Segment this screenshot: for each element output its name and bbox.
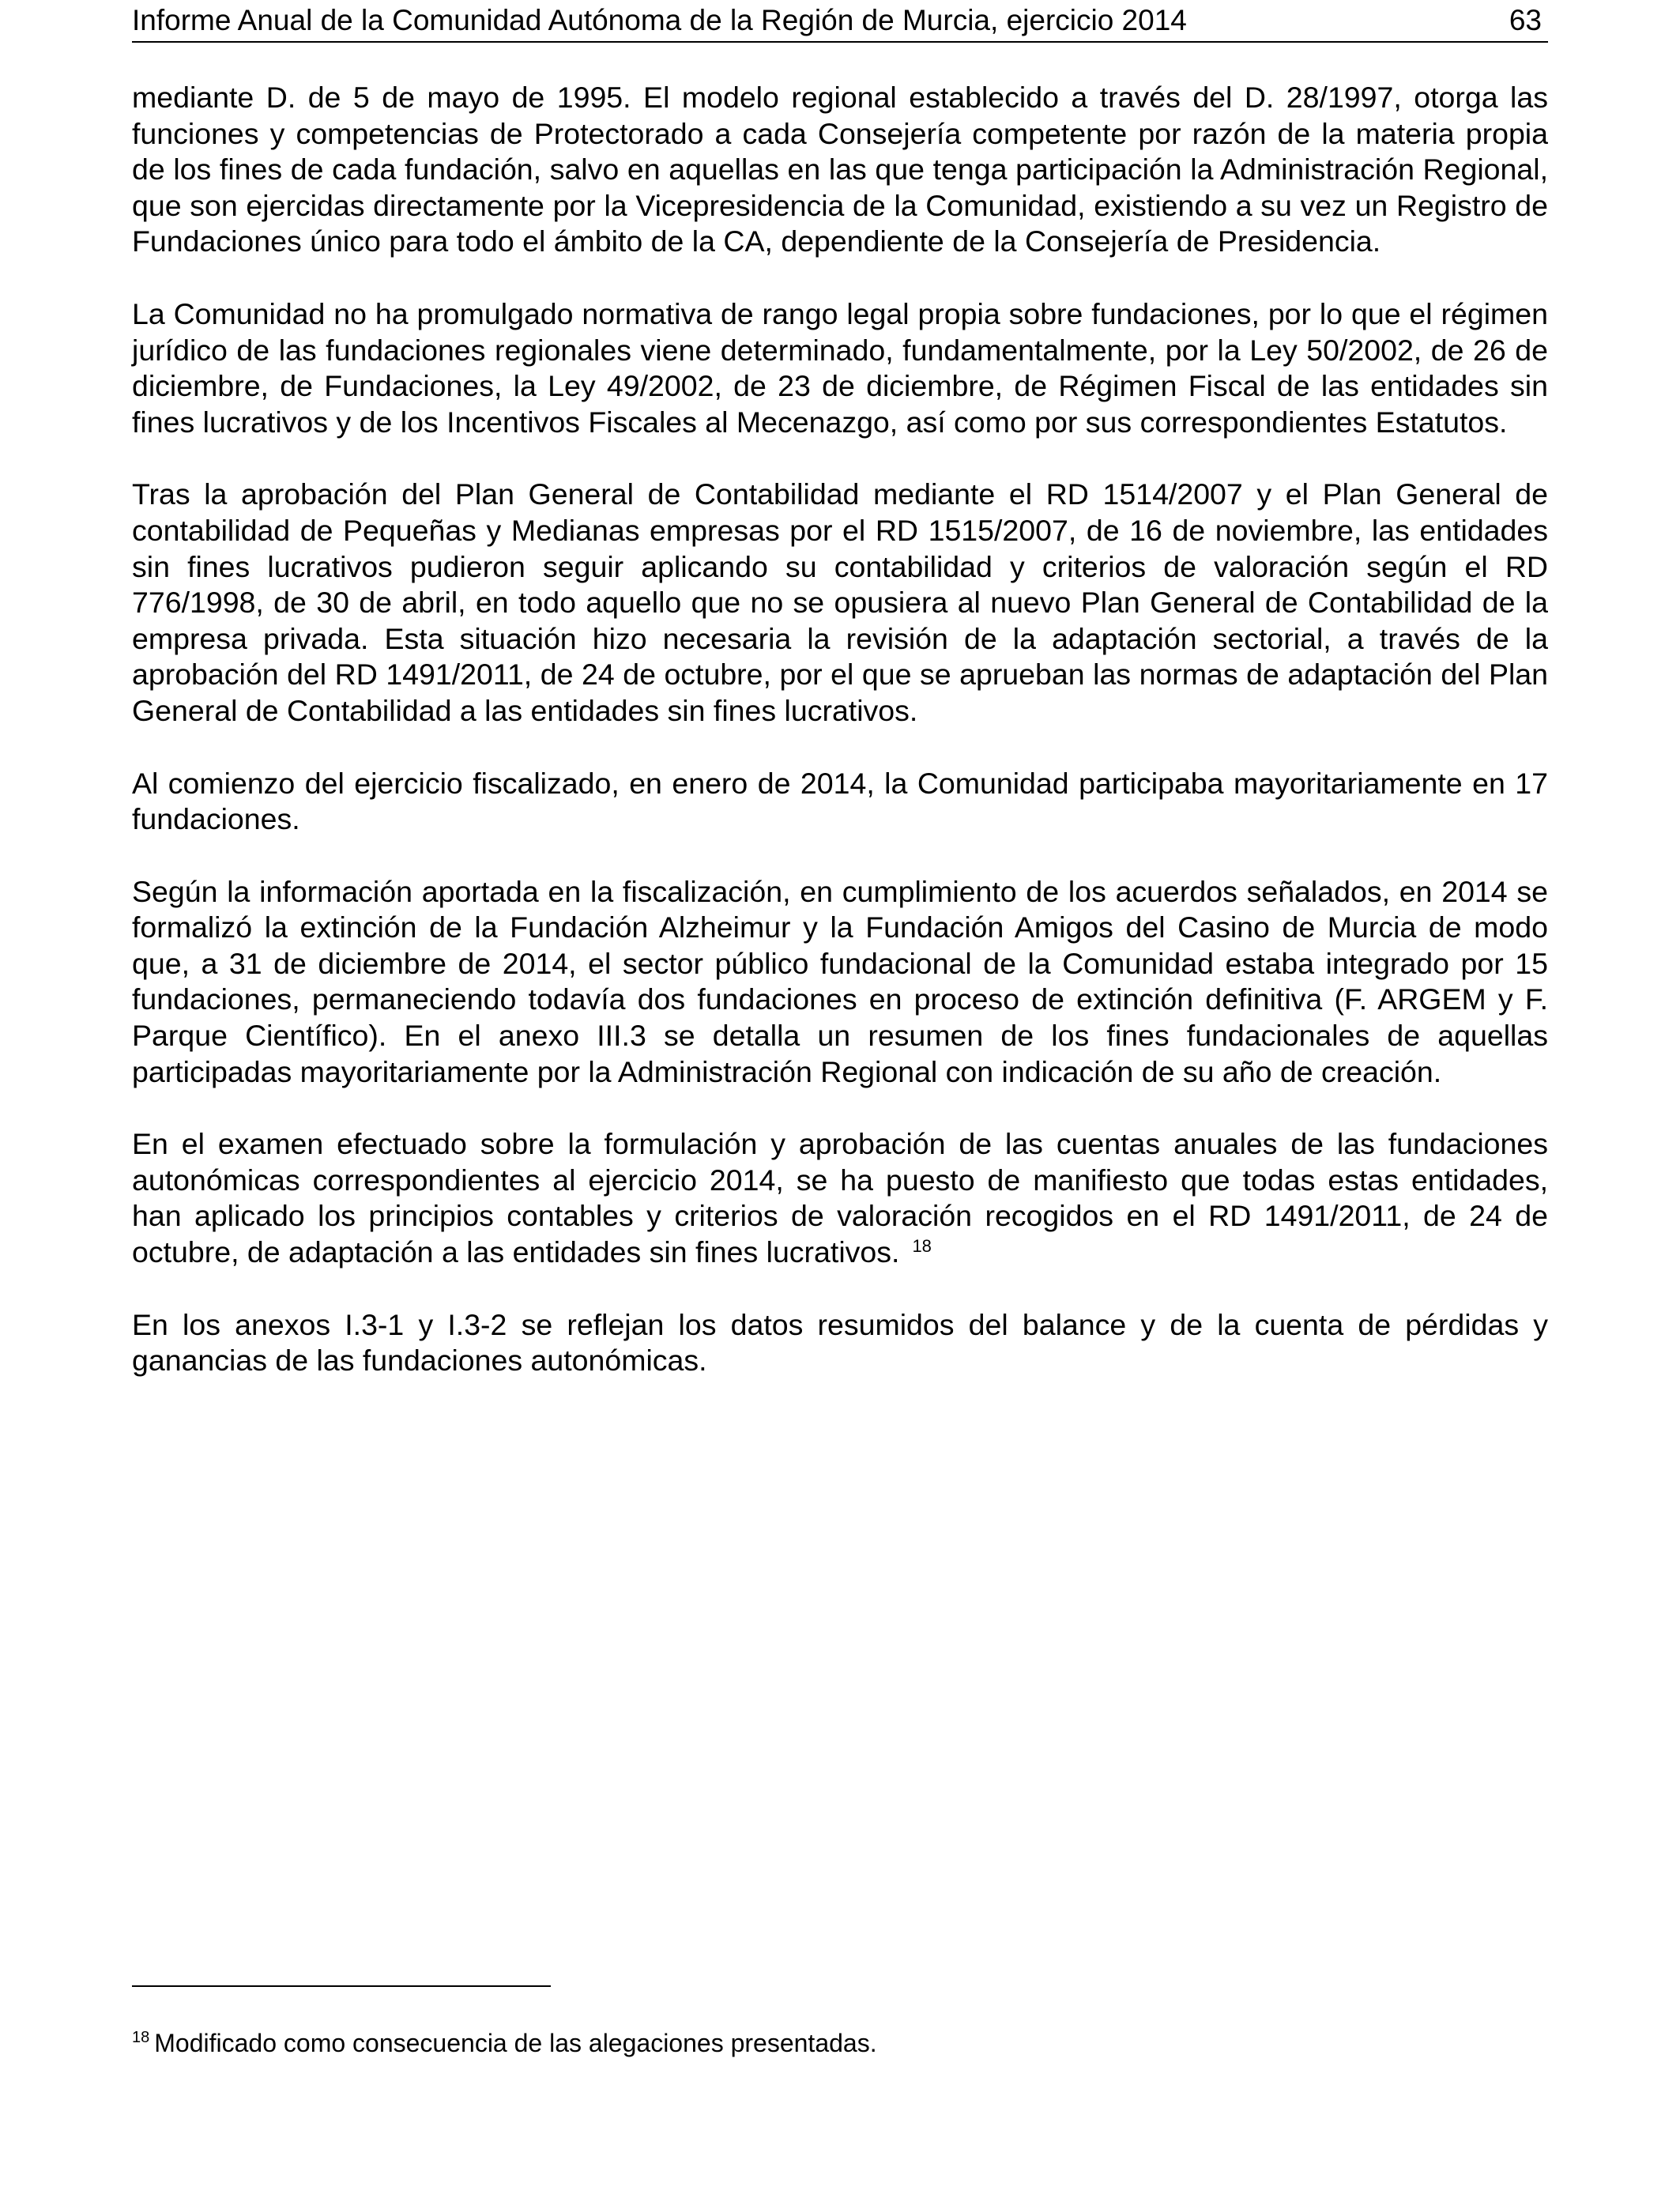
footnote-text: Modificado como consecuencia de las alegaciones presentadas. (154, 2029, 877, 2057)
paragraph-2: La Comunidad no ha promulgado normativa de rango legal propia sobre fundaciones, por lo que el régimen jurídico de las fundaciones regionales viene determinado, fundamentalmente, por la Ley 50/2002, de 26 de diciembre, de Fundaciones, la Ley 49/2002, de 23 de diciembre, de Régimen Fiscal de las entidades sin fines lucrativos y de los Incentivos Fiscales al Mecenazgo, así como por sus correspondientes Estatutos. (132, 296, 1548, 439)
footnote-reference[interactable]: 18 (912, 1235, 932, 1256)
paragraph-3: Tras la aprobación del Plan General de Contabilidad mediante el RD 1514/2007 y el Plan General de contabilidad de Pequeñas y Medianas empresas por el RD 1515/2007, de 16 de noviembre, las entidades sin fines lucrativos pudieron seguir aplicando su contabilidad y criterios de valoración según el RD 776/1998, de 30 de abril, en todo aquello que no se opusiera al nuevo Plan General de Contabilidad de la empresa privada. Esta situación hizo necesaria la revisión de la adaptación sectorial, a través de la aprobación del RD 1491/2011, de 24 de octubre, por el que se aprueban las normas de adaptación del Plan General de Contabilidad a las entidades sin fines lucrativos. (132, 477, 1548, 727)
page-header (132, 0, 1548, 43)
paragraph-5: Según la información aportada en la fiscalización, en cumplimiento de los acuerdos señalados, en 2014 se formalizó la extinción de la Fundación Alzheimur y la Fundación Amigos del Casino de Murcia de modo que, a 31 de diciembre de 2014, el sector público fundacional de la Comunidad estaba integrado por 15 fundaciones, permaneciendo todavía dos fundaciones en proceso de extinción definitiva (F. ARGEM y F. Parque Científico). En el anexo III.3 se detalla un resumen de los fines fundacionales de aquellas participadas mayoritariamente por la Administración Regional con indicación de su año de creación. (132, 874, 1548, 1088)
paragraph-7: En los anexos I.3-1 y I.3-2 se reflejan los datos resumidos del balance y de la cuenta de pérdidas y ganancias de las fundaciones autonómicas. (132, 1307, 1548, 1378)
footnote-separator (132, 1985, 551, 1987)
paragraph-1: mediante D. de 5 de mayo de 1995. El modelo regional establecido a través del D. 28/1997, otorga las funciones y competencias de Protectorado a cada Consejería competente por razón de la materia propia de los fines de cada fundación, salvo en aquellas en las que tenga participación la Administración Regional, que son ejercidas directamente por la Vicepresidencia de la Comunidad, existiendo a su vez un Registro de Fundaciones único para todo el ámbito de la CA, dependiente de la Consejería de Presidencia. (132, 81, 1548, 258)
paragraph-4: Al comienzo del ejercicio fiscalizado, en enero de 2014, la Comunidad participaba mayoritariamente en 17 fundaciones. (132, 766, 1548, 836)
paragraph-6-text: En el examen efectuado sobre la formulación y aprobación de las cuentas anuales de las fundaciones autonómicas correspondientes al ejercicio 2014, se ha puesto de manifiesto que todas estas entidades, han aplicado los principios contables y criterios de valoración recogidos en el RD 1491/2011, de 24 de octubre, de adaptación a las entidades sin fines lucrativos. (132, 1127, 1548, 1269)
header-title: Informe Anual de la Comunidad Autónoma de la Región de Murcia, ejercicio 2014 (132, 4, 1187, 36)
paragraph-6 (132, 1126, 1548, 1270)
page-number: 63 (1509, 4, 1542, 36)
body-text (132, 80, 1548, 1416)
footnote (132, 2027, 1548, 2059)
footnote-number: 18 (132, 2029, 150, 2047)
